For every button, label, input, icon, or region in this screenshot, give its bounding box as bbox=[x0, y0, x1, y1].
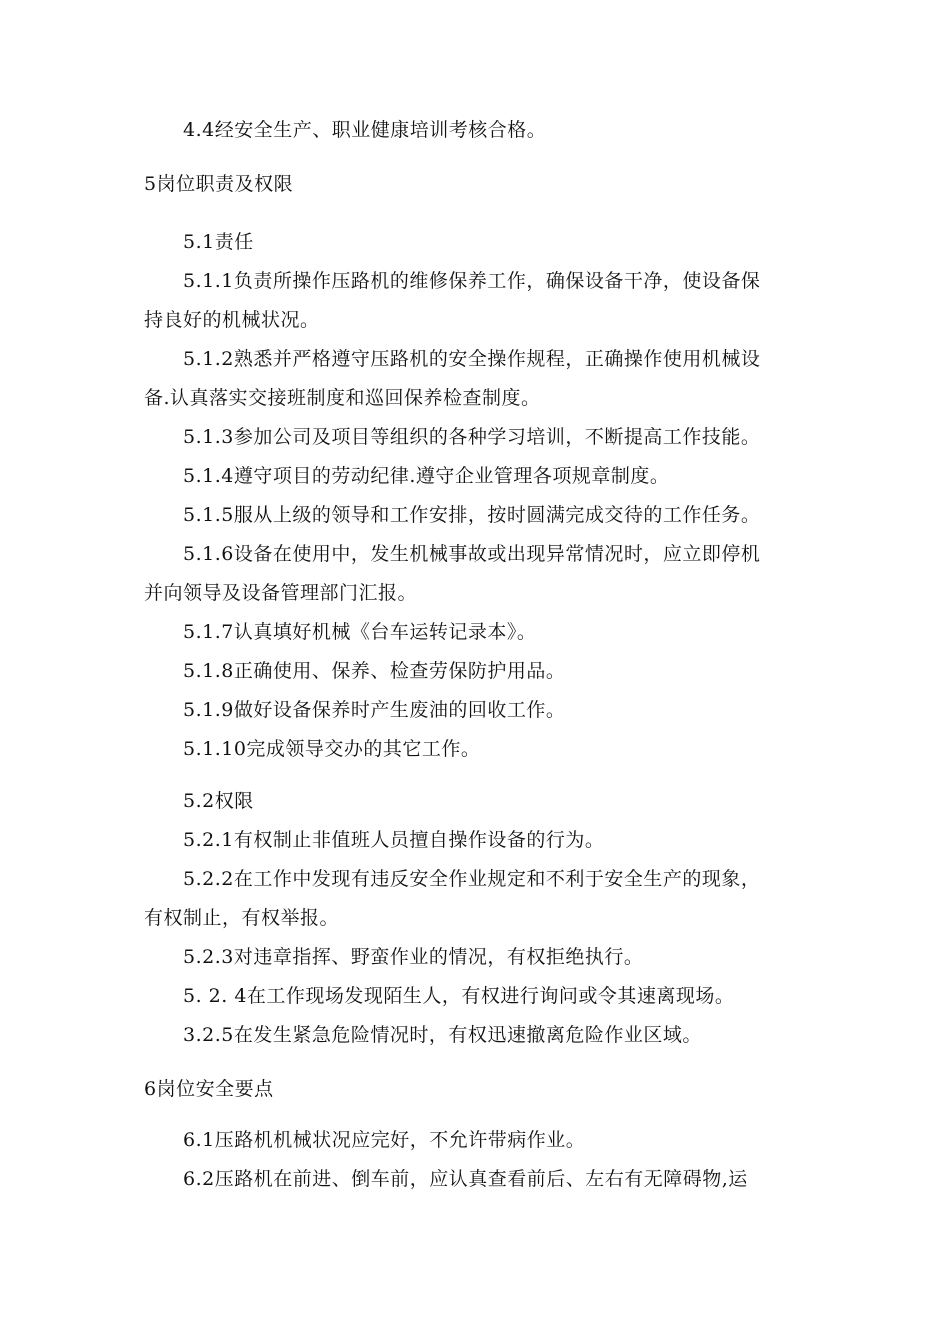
clause-5-2-3: 5.2.3对违章指挥、野蛮作业的情况，有权拒绝执行。 bbox=[183, 946, 644, 968]
clause-5-1-2: 5.1.2熟悉并严格遵守压路机的安全操作规程，正确操作使用机械设 bbox=[183, 348, 761, 370]
section-6-heading: 6岗位安全要点 bbox=[144, 1078, 274, 1100]
clause-4-4: 4.4经安全生产、职业健康培训考核合格。 bbox=[183, 119, 547, 141]
clause-5-1-6: 5.1.6设备在使用中，发生机械事故或出现异常情况时，应立即停机 bbox=[183, 543, 761, 565]
section-5-heading: 5岗位职责及权限 bbox=[144, 173, 294, 195]
clause-5-1-5: 5.1.5服从上级的领导和工作安排，按时圆满完成交待的工作任务。 bbox=[183, 504, 761, 526]
clause-5-2-2-cont: 有权制止，有权举报。 bbox=[144, 907, 340, 929]
clause-5-1-8: 5.1.8正确使用、保养、检查劳保防护用品。 bbox=[183, 660, 566, 682]
clause-5-2-4: 5. 2. 4在工作现场发现陌生人，有权进行询问或令其速离现场。 bbox=[183, 985, 735, 1007]
clause-5-2-1: 5.2.1有权制止非值班人员擅自操作设备的行为。 bbox=[183, 829, 605, 851]
clause-6-2: 6.2压路机在前进、倒车前，应认真查看前后、左右有无障碍物,运 bbox=[183, 1168, 748, 1190]
subsection-5-1-heading: 5.1责任 bbox=[183, 231, 254, 253]
clause-5-1-2-cont: 备.认真落实交接班制度和巡回保养检查制度。 bbox=[144, 387, 541, 409]
clause-6-1: 6.1压路机机械状况应完好，不允许带病作业。 bbox=[183, 1129, 586, 1151]
clause-5-1-7: 5.1.7认真填好机械《台车运转记录本》。 bbox=[183, 621, 537, 643]
clause-5-1-1-cont: 持良好的机械状况。 bbox=[144, 309, 320, 331]
clause-5-1-9: 5.1.9做好设备保养时产生废油的回收工作。 bbox=[183, 699, 566, 721]
subsection-5-2-heading: 5.2权限 bbox=[183, 790, 254, 812]
clause-5-1-10: 5.1.10完成领导交办的其它工作。 bbox=[183, 738, 481, 760]
clause-5-1-3: 5.1.3参加公司及项目等组织的各种学习培训，不断提高工作技能。 bbox=[183, 426, 761, 448]
clause-5-1-1: 5.1.1负责所操作压路机的维修保养工作，确保设备干净，使设备保 bbox=[183, 270, 761, 292]
clause-5-2-2: 5.2.2在工作中发现有违反安全作业规定和不利于安全生产的现象， bbox=[183, 868, 761, 890]
clause-5-1-6-cont: 并向领导及设备管理部门汇报。 bbox=[144, 582, 418, 604]
clause-5-1-4: 5.1.4遵守项目的劳动纪律.遵守企业管理各项规章制度。 bbox=[183, 465, 670, 487]
clause-3-2-5: 3.2.5在发生紧急危险情况时，有权迅速撤离危险作业区域。 bbox=[183, 1024, 702, 1046]
